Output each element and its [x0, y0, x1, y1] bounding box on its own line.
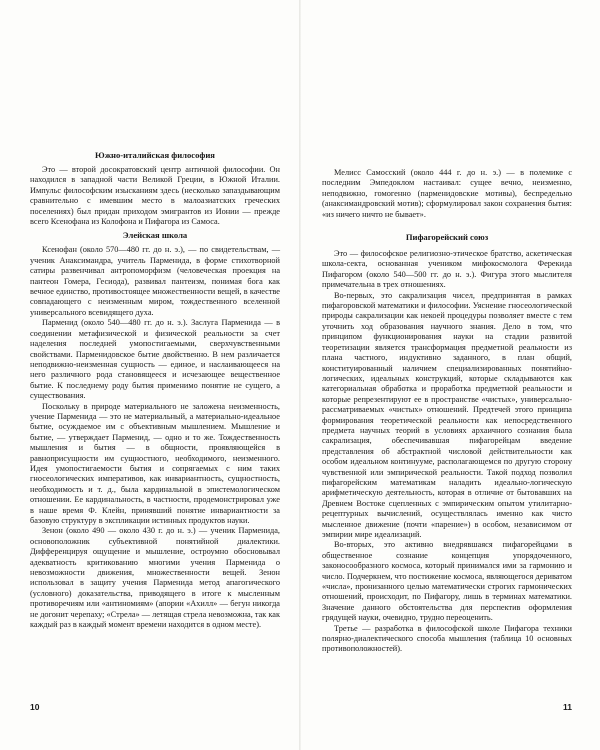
paragraph: Ксенофан (около 570—480 гг. до н. э.), — по свидетельствам, — ученик Анаксимандра, учитель Парменида, в форме стихотворной сатиры развенчивал антропоморфизм (человеческая проекция на пантеон Гомера, Гесиода), развивал пантеизм, понимая бога как вечное единство, противостоящее множественности вещей, в качестве совпадающего с неизменным миром, тождественного вселенной универсального всевидящего духа.: [30, 245, 280, 317]
paragraph: Это — философское религиозно-этическое братство, аскетическая школа-секта, основанная учеником мифокосмолога Ферекида Пифагором (около 540—500 гг. до н. э.). Фигура этого мыслителя примечательна в трех отношениях.: [322, 249, 572, 290]
paragraph: Поскольку в природе материального не заложена неизменность, учение Парменида — это не материальный, а материально-идеальное бытие, осуждаемое им с объективным мышлением. Мышление и бытие, — утверждает Парменид, — одно и то же. Тождественность мышления и бытия — в общности, проявляющейся в равноприсущности им сущностного, необходимого, неизменного. Идея умопостигаемости бытия и сопрягаемых с ним таких гносеологических императивов, как инвариантность, сущностность, необходимость и т. д., была кардинальной в эпистемологическом отношении. Ее кардинальность, в частности, продемонстрировал уже в наше время Ф. Клейн, принявший понятие инвариантности за базовую структуру в экспликации истинных продуктов науки.: [30, 401, 280, 525]
paragraph: Третье — разработка в философской школе Пифагора техники полярно-диалектического способа мышления (таблица 10 основных противоположностей).: [322, 623, 572, 654]
page-number-right: 11: [563, 702, 572, 712]
paragraph: Это — второй досократовский центр античной философии. Он находился в западной части Великой Греции, в Южной Италии. Импульс философским изысканиям здесь (несколько запаздывающим сравнительно с имевшим место в малоазиатских греческих поселениях) был придан приходом эмигрантов из Ионии — прежде всего Ксенофана из Колофона и Пифагора из Самоса.: [30, 165, 280, 227]
paragraph: Парменид (около 540—480 гг. до н. э.). Заслуга Парменида — в соединении метафизической и физической реальности за счет наделения последней умопостигаемыми, сверхчувственными свойствами. Парменидовское бытие двойственно. В нем различается неподвижно-неизменная сущность — единое, и наслаивающееся на него различного рода становящееся и исчезающее вещественное бытие. К последнему роду бытия применимо понятие не сущего, а существования.: [30, 318, 280, 401]
subsection-title-eleatic: Элейская школа: [122, 230, 188, 241]
right-page: [300, 0, 600, 750]
paragraph: Мелисс Самосский (около 444 г. до н. э.) — в полемике с последним Эмпедоклом настаивал: сущее вечно, неизменно, неподвижно, гомогенно (парменидовские мотивы), беспредельно (анаксимандровский мотив); сформулировал закон сохранения бытия: «из ничего ничто не бывает».: [322, 168, 572, 219]
section-title-south-italian: Южно-италийская философия: [95, 150, 215, 160]
paragraph: Во-первых, это сакрализация чисел, предпринятая в рамках пифагоровской математики и философии. Уяснение гносеологической природы сакрализации как некоей процедуры позволяет вместе с тем уточнить ход образования научного знания. Дело в том, что принципом функционирования науки на стадии развитой теоретизации является трансформация предметной реальности из плана частного, индуктивно заданного, в план общий, конституированный наличием специализированных понятийно-логических, идеальных конструкций, которые складываются как категориальная обработка и проработка предметной реальности и которые репрезентируют ее в пространстве «чистых», универсально-рассматриваемых «чистых» отношений. Предтечей этого принципа формирования теоретической реальности как непосредственного предмета научных теорий в условиях архаичного сознания была сакрализация, обеспечивавшая пифагорейцам введение представления об абстрактной числовой действительности как особом идеальном континууме, располагающемся по другую сторону чувственной или эмпирической реальности. Такой подход позволил пифагорейским математикам наладить идеально-логическую арифметическую деятельность, которая в отличие от бытовавших на Древнем Востоке сцепленных с эмпирическим опытом утилитарно-рецептурных вычислений, осуществлялась именно как чисто мысленное движение (почти «парение») в особом, независимом от эмпирии мире идеализаций.: [322, 290, 572, 539]
paragraph: Во-вторых, это активно внедрявшаяся пифагорейцами в общественное сознание концепция упорядоченного, законосообразного космоса, который принимался ими за гармонию и число. Подчеркнем, что постижение космоса, являющегося дериватом «числа», пронизанного целью математически строгих гармонических отношений, происходит, по Пифагору, лишь в терминах математики. Значение данного обстоятельства для перспектив оформления грядущей науки, очевидно, трудно переоценить.: [322, 540, 572, 623]
page-number-left: 10: [30, 702, 40, 712]
section-title-pythagorean: Пифагорейский союз: [405, 232, 489, 243]
paragraph: Зенон (около 490 — около 430 г. до н. э.) — ученик Парменида, основоположник субъективной понятийной диалектики. Дифференцируя ощущение и мышление, остроумно обосновывал адекватность критикованию многими учения Парменида о невозможности движения, множественности вещей. Зенон использовал в защиту учения Парменида метод апагогического (условного) доказательства, приводящего в итоге к мысленным противоречиям или «антиномиям» (апории «Ахилл» — бегун никогда не догонит черепаху; «Стрела» — летящая стрела невозможна, так как каждый раз в каждый момент времени находится в одном месте).: [30, 526, 280, 630]
